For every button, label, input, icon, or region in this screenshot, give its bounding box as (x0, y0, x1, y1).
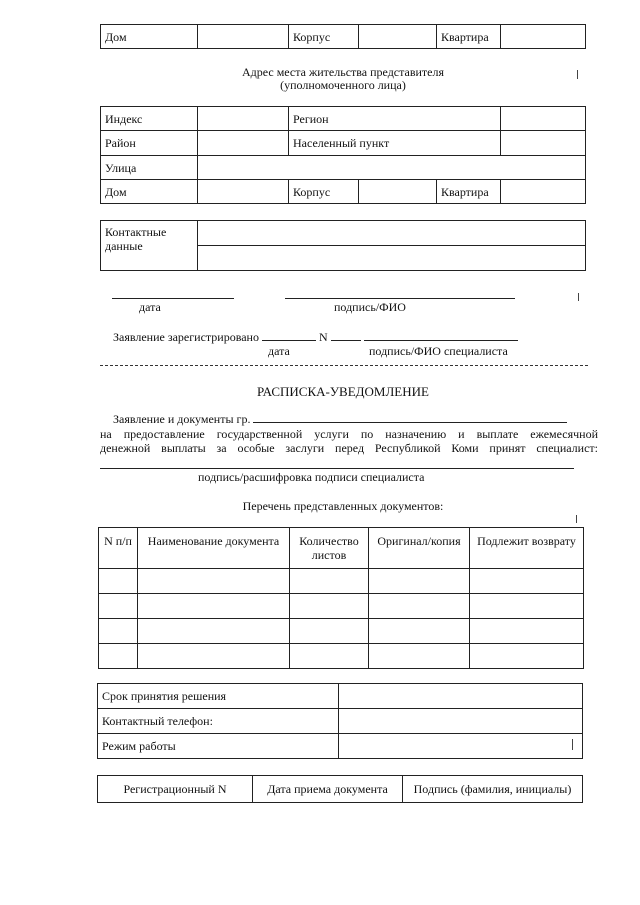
contacts-label-line2: данные (105, 239, 143, 253)
table-cell[interactable] (470, 594, 584, 619)
apartment-field[interactable] (501, 25, 586, 49)
registration-line (113, 329, 518, 345)
house-field[interactable] (198, 25, 289, 49)
scan-mark (578, 293, 579, 301)
receipt-line1: Заявление и документы гр. (113, 412, 251, 426)
applicant-name-field[interactable] (253, 411, 567, 423)
contacts-field-1[interactable] (198, 221, 586, 246)
registration-number-field[interactable] (331, 329, 361, 341)
signature-caption: подпись/ФИО (334, 300, 406, 314)
scan-mark (577, 70, 578, 79)
date-caption: дата (139, 300, 161, 314)
rep-house-field[interactable] (198, 180, 289, 204)
registry-table (97, 775, 583, 803)
rep-apartment-field[interactable] (501, 180, 586, 204)
table-row (99, 619, 584, 644)
specialist-signature-caption: подпись/расшифровка подписи специалиста (198, 470, 425, 484)
index-field[interactable] (198, 107, 289, 131)
rep-building-field[interactable] (359, 180, 437, 204)
table-cell[interactable] (470, 644, 584, 669)
info-table (97, 683, 583, 759)
table-cell[interactable] (138, 594, 290, 619)
work-hours-label: Режим работы (98, 734, 339, 759)
reg-number-header: Регистрационный N (98, 776, 253, 803)
table-cell[interactable] (290, 644, 369, 669)
table-cell[interactable] (369, 569, 470, 594)
table-row (99, 594, 584, 619)
decision-term-label: Срок принятия решения (98, 684, 339, 709)
table-cell[interactable] (99, 619, 138, 644)
receive-date-header: Дата приема документа (253, 776, 403, 803)
table-cell[interactable] (99, 594, 138, 619)
receipt-line3: денежной выплаты за особые заслуги перед Республикой Коми принят специалист: (100, 441, 598, 455)
col-header-name: Наименование документа (138, 528, 290, 569)
contact-phone-field[interactable] (339, 709, 583, 734)
receipt-applicant-line (113, 411, 567, 427)
locality-label: Населенный пункт (289, 131, 501, 156)
contact-phone-label: Контактный телефон: (98, 709, 339, 734)
col-header-number: N п/п (99, 528, 138, 569)
table-cell[interactable] (290, 594, 369, 619)
col-header-sheets: Количество листов (290, 528, 369, 569)
house-label: Дом (101, 25, 198, 49)
table-cell[interactable] (290, 569, 369, 594)
top-address-table (100, 24, 586, 49)
rep-address-heading-1: Адрес места жительства представителя (241, 65, 445, 79)
col-header-original: Оригинал/копия (369, 528, 470, 569)
building-field[interactable] (359, 25, 437, 49)
table-row (99, 569, 584, 594)
contacts-table (100, 220, 586, 271)
scan-mark (576, 515, 577, 523)
contacts-label-line1: Контактные (105, 225, 167, 239)
registration-number-label: N (318, 330, 328, 344)
date-line[interactable] (112, 298, 234, 299)
contacts-field-2[interactable] (198, 246, 586, 271)
rep-apartment-label: Квартира (437, 180, 501, 204)
region-label: Регион (289, 107, 501, 131)
building-label: Корпус (289, 25, 359, 49)
registration-date-field[interactable] (262, 329, 316, 341)
table-cell[interactable] (369, 594, 470, 619)
table-cell[interactable] (138, 619, 290, 644)
registration-date-caption: дата (268, 344, 290, 358)
registration-signature-field[interactable] (364, 329, 518, 341)
table-cell[interactable] (99, 644, 138, 669)
rep-building-label: Корпус (289, 180, 359, 204)
table-cell[interactable] (290, 619, 369, 644)
street-label: Улица (101, 156, 198, 180)
receipt-line2: на предоставление государственной услуги по назначению и выплате ежемесячной (100, 427, 598, 441)
table-cell[interactable] (470, 619, 584, 644)
index-label: Индекс (101, 107, 198, 131)
signature-header: Подпись (фамилия, инициалы) (403, 776, 583, 803)
registration-prefix: Заявление зарегистрировано (113, 330, 259, 344)
specialist-signature-line[interactable] (100, 468, 574, 469)
table-cell[interactable] (369, 644, 470, 669)
table-cell[interactable] (369, 619, 470, 644)
table-row (99, 644, 584, 669)
receipt-title: РАСПИСКА-УВЕДОМЛЕНИЕ (257, 384, 429, 399)
district-label: Район (101, 131, 198, 156)
rep-address-heading-2: (уполномоченного лица) (280, 78, 406, 92)
table-cell[interactable] (99, 569, 138, 594)
col-header-return: Подлежит возврату (470, 528, 584, 569)
district-field[interactable] (198, 131, 289, 156)
rep-address-table (100, 106, 586, 204)
docs-heading: Перечень представленных документов: (242, 499, 444, 513)
registration-signature-caption: подпись/ФИО специалиста (369, 344, 508, 358)
documents-table (98, 527, 584, 669)
apartment-label: Квартира (437, 25, 501, 49)
table-cell[interactable] (138, 569, 290, 594)
locality-field[interactable] (501, 131, 586, 156)
contacts-label (101, 221, 198, 271)
signature-line[interactable] (285, 298, 515, 299)
cut-line (100, 365, 588, 366)
rep-house-label: Дом (101, 180, 198, 204)
street-field[interactable] (198, 156, 586, 180)
table-cell[interactable] (138, 644, 290, 669)
scan-mark (572, 739, 573, 750)
region-field[interactable] (501, 107, 586, 131)
table-cell[interactable] (470, 569, 584, 594)
decision-term-field[interactable] (339, 684, 583, 709)
work-hours-field[interactable] (339, 734, 583, 759)
